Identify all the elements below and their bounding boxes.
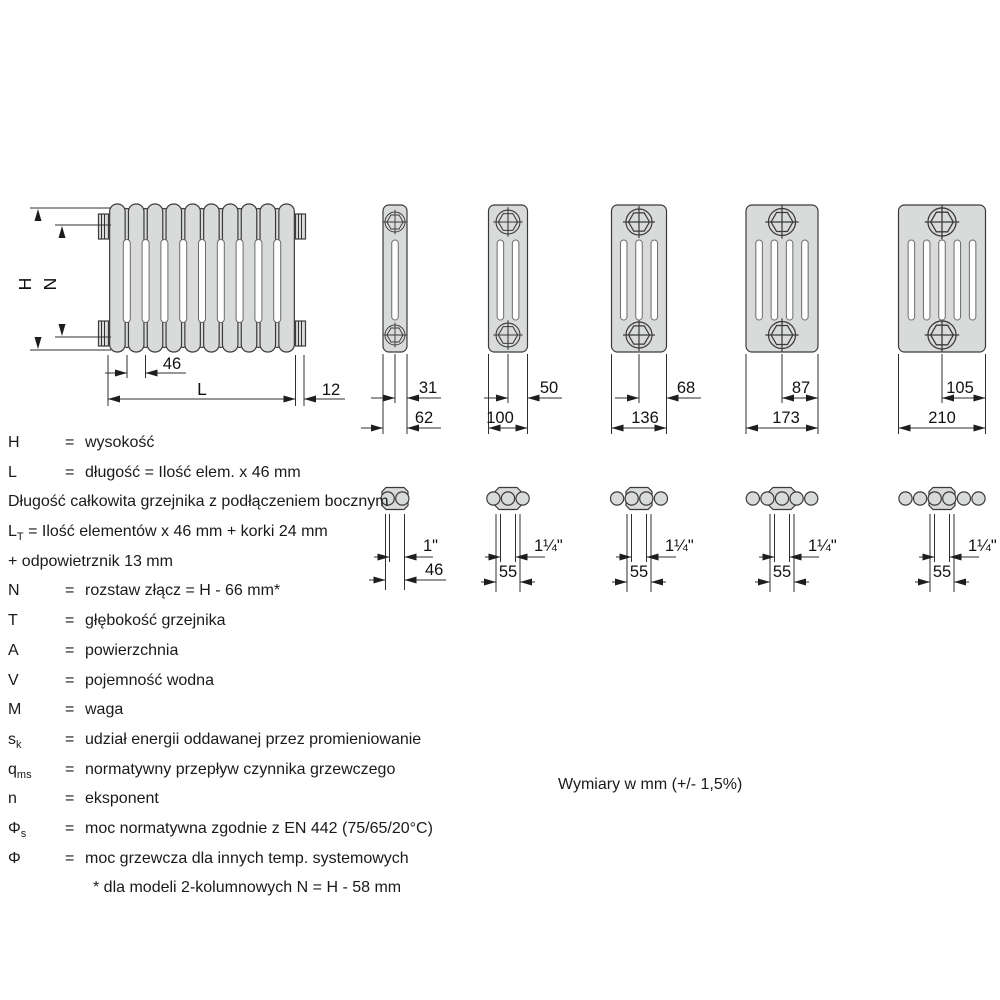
legend-row: [8, 728, 508, 758]
legend-row: [8, 669, 508, 699]
legend-eq: =: [65, 434, 75, 451]
legend-row: [8, 579, 508, 609]
connection-pitch: 55: [932, 563, 952, 581]
legend-eq: =: [65, 760, 75, 778]
profile-5-column: [746, 205, 818, 434]
profile-dim-outer: 100: [486, 409, 514, 427]
legend-desc: Długość całkowita grzejnika z podłączeniem bocznym: [8, 493, 389, 511]
dim-label-46: 46: [162, 355, 182, 373]
legend-desc: moc normatywna zgodnie z EN 442 (75/65/20°C): [85, 819, 433, 837]
legend-desc: głębokość grzejnika: [85, 612, 226, 630]
legend-symbol: T: [8, 612, 18, 630]
legend-symbol: Φ: [8, 819, 21, 837]
legend-eq: =: [65, 612, 75, 630]
profile-6-column: [899, 205, 986, 434]
topview-5-column: [746, 488, 837, 593]
profile-dim-inner: 68: [676, 379, 696, 397]
legend-eq: =: [65, 701, 75, 719]
legend-symbol: s: [8, 730, 16, 748]
legend-eq: =: [65, 463, 75, 481]
legend-desc: wysokość: [85, 434, 155, 451]
dim-label-L: L: [197, 379, 207, 399]
legend-desc: moc grzewcza dla innych temp. systemowych: [85, 849, 409, 867]
connection-thread-size: 1¼": [534, 537, 563, 555]
legend-eq: =: [65, 790, 75, 808]
radiator-gaps: [123, 240, 280, 323]
dimension-length-L: [108, 355, 296, 406]
profile-dim-inner: 31: [418, 379, 438, 397]
connection-pitch: 55: [772, 563, 792, 581]
dim-label-12: 12: [321, 381, 341, 399]
dimension-element-pitch: [105, 355, 186, 378]
legend-desc: normatywny przepływ czynnika grzewczego: [85, 760, 396, 778]
legend: [8, 431, 508, 900]
legend-desc: + odpowietrznik 13 mm: [8, 552, 173, 570]
legend-symbol: N: [8, 582, 20, 600]
dimension-end-overhang: [304, 355, 345, 406]
legend-row: [8, 817, 508, 847]
legend-symbol-sub: T: [16, 531, 24, 544]
profile-2-column: [361, 205, 441, 434]
legend-row: [8, 431, 508, 461]
legend-desc: udział energii oddawanej przez promieniowanie: [85, 730, 422, 748]
connection-thread-size: 1¼": [665, 537, 694, 555]
legend-eq: =: [65, 582, 75, 600]
profile-dim-inner: 105: [946, 379, 974, 397]
topview-4-column: [611, 488, 694, 593]
legend-desc: = Ilość elementów x 46 mm + korki 24 mm: [23, 523, 328, 541]
dim-label-H: H: [15, 277, 35, 291]
legend-desc: pojemność wodna: [85, 671, 214, 689]
profile-dim-outer: 136: [631, 409, 659, 427]
legend-symbol: M: [8, 701, 22, 719]
profile-dim-outer: 173: [772, 409, 800, 427]
legend-row: [8, 550, 508, 580]
legend-symbol: A: [8, 641, 19, 659]
legend-eq: =: [65, 819, 75, 837]
profile-3-column: [484, 205, 562, 434]
connection-pitch: 55: [498, 563, 518, 581]
profile-dim-inner: 87: [791, 379, 811, 397]
topview-6-column: [899, 488, 997, 593]
legend-eq: =: [65, 671, 75, 689]
legend-desc: waga: [85, 701, 124, 719]
legend-row: [8, 490, 508, 520]
legend-symbol: V: [8, 671, 19, 689]
legend-symbol-sub: s: [20, 828, 27, 841]
legend-eq: =: [65, 641, 75, 659]
profile-dim-inner: 50: [539, 379, 559, 397]
legend-symbol: n: [8, 790, 17, 808]
profile-4-column: [612, 205, 702, 434]
legend-desc: * dla modeli 2-kolumnowych N = H - 58 mm: [93, 879, 402, 897]
connection-pitch: 46: [425, 561, 444, 579]
legend-eq: =: [65, 730, 75, 748]
legend-symbol: L: [8, 463, 17, 481]
legend-desc: rozstaw złącz = H - 66 mm*: [85, 582, 281, 600]
legend-symbol: H: [8, 434, 20, 451]
profile-dim-outer: 210: [928, 409, 956, 427]
legend-symbol-sub: k: [16, 739, 22, 752]
legend-symbol: Φ: [8, 849, 21, 867]
legend-row: [8, 698, 508, 728]
legend-row: [8, 758, 508, 788]
dimensions-tolerance-note: Wymiary w mm (+/- 1,5%): [558, 776, 743, 793]
legend-desc: eksponent: [85, 790, 159, 808]
legend-desc: długość = Ilość elem. x 46 mm: [85, 463, 301, 481]
connection-pitch: 55: [629, 563, 649, 581]
legend-eq: =: [65, 849, 75, 867]
dim-label-N: N: [40, 277, 60, 291]
connection-thread-size: 1¼": [968, 537, 997, 555]
legend-symbol: q: [8, 760, 17, 778]
connection-thread-size: 1": [423, 537, 439, 555]
front-view: [99, 204, 306, 352]
legend-row: [8, 520, 508, 550]
legend-row: [8, 639, 508, 669]
connection-thread-size: 1¼": [808, 537, 837, 555]
dimension-pitch-N: [40, 225, 111, 337]
legend-row: [93, 876, 508, 900]
legend-row: [8, 787, 508, 817]
legend-row: [8, 609, 508, 639]
profile-dim-outer: 62: [414, 409, 434, 427]
legend-row: [8, 461, 508, 491]
legend-row: [8, 847, 508, 877]
legend-symbol: L: [8, 523, 17, 541]
legend-symbol-sub: ms: [16, 768, 32, 781]
legend-desc: powierzchnia: [85, 641, 179, 659]
